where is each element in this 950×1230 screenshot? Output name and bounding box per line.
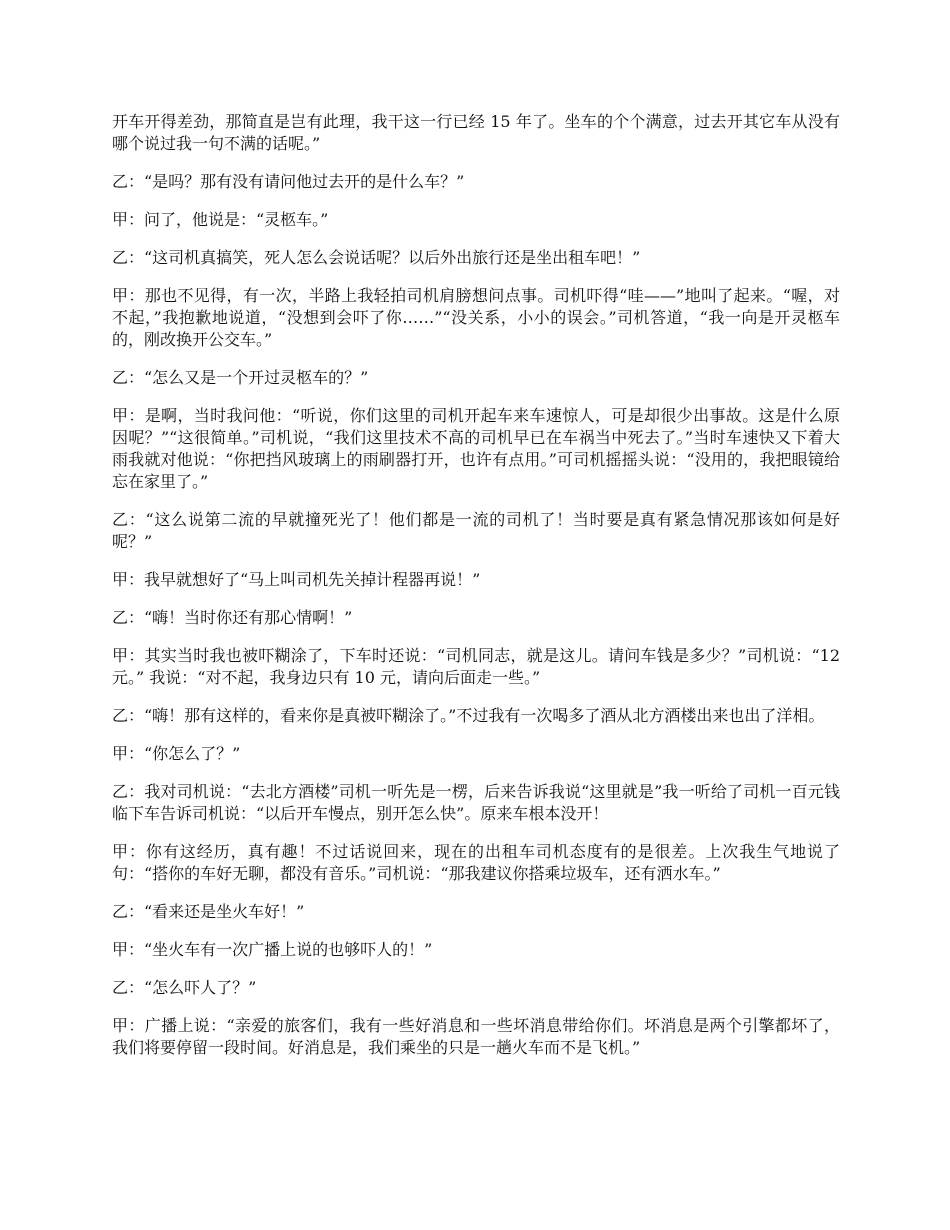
paragraph: 乙：我对司机说：“去北方酒楼”司机一听先是一楞，后来告诉我说“这里就是”我一听给了司机一百元钱临下车告诉司机说：“以后开车慢点，别开怎么快”。原来车根本没开！: [112, 782, 840, 823]
paragraph: 甲：其实当时我也被吓糊涂了，下车时还说：“司机同志，就是这儿。请问车钱是多少？”司机说：“12 元。” 我说：“对不起，我身边只有 10 元，请向后面走一些。”: [112, 646, 840, 687]
paragraph: 甲：是啊，当时我问他：“听说，你们这里的司机开起车来车速惊人，可是却很少出事故。这是什么原因呢？”“这很简单。”司机说，“我们这里技术不高的司机早已在车祸当中死去了。”当时车速快又下着大雨我就对他说：“你把挡风玻璃上的雨刷器打开，也许有点用。”可司机摇摇头说：“没用的，我把眼镜给忘在家里了。”: [112, 406, 840, 491]
paragraph: 乙：“是吗？那有没有请问他过去开的是什么车？”: [112, 172, 465, 191]
paragraph: 乙：“这么说第二流的早就撞死光了！他们都是一流的司机了！当时要是真有紧急情况那该如何是好呢？”: [112, 510, 840, 551]
paragraph: 甲：那也不见得，有一次，半路上我轻拍司机肩膀想问点事。司机吓得“哇——”地叫了起来。“喔，对不起，”我抱歉地说道，“没想到会吓了你……”“没关系，小小的误会。”司机答道，“我一向是开灵柩车的，刚改换开公交车。”: [112, 286, 840, 349]
paragraph: 甲：问了，他说是：“灵柩车。”: [112, 210, 329, 229]
paragraph: 乙：“怎么又是一个开过灵柩车的？”: [112, 368, 369, 387]
paragraph: 乙：“嗨！当时你还有那心情啊！”: [112, 608, 353, 627]
document-body: [112, 111, 840, 1075]
paragraph: 甲：广播上说：“亲爱的旅客们，我有一些好消息和一些坏消息带给你们。坏消息是两个引擎都坏了，我们将要停留一段时间。好消息是，我们乘坐的只是一趟火车而不是飞机。”: [112, 1016, 840, 1057]
paragraph: 甲：我早就想好了“马上叫司机先关掉计程器再说！”: [112, 570, 481, 589]
paragraph: 甲：“你怎么了？”: [112, 744, 241, 763]
paragraph: 开车开得差劲，那简直是岂有此理，我干这一行已经 15 年了。坐车的个个满意，过去开其它车从没有哪个说过我一句不满的话呢。”: [112, 112, 840, 153]
paragraph: 乙：“怎么吓人了？”: [112, 978, 257, 997]
paragraph: 乙：“嗨！那有这样的，看来你是真被吓糊涂了。”不过我有一次喝多了酒从北方酒楼出来也出了洋相。: [112, 706, 825, 725]
paragraph: 甲：“坐火车有一次广播上说的也够吓人的！”: [112, 940, 433, 959]
paragraph: 乙：“这司机真搞笑，死人怎么会说话呢？以后外出旅行还是坐出租车吧！”: [112, 248, 641, 267]
paragraph: 甲：你有这经历，真有趣！不过话说回来，现在的出租车司机态度有的是很差。上次我生气地说了句：“搭你的车好无聊，都没有音乐。”司机说：“那我建议你搭乘垃圾车，还有洒水车。”: [112, 842, 840, 883]
paragraph: 乙：“看来还是坐火车好！”: [112, 902, 305, 921]
